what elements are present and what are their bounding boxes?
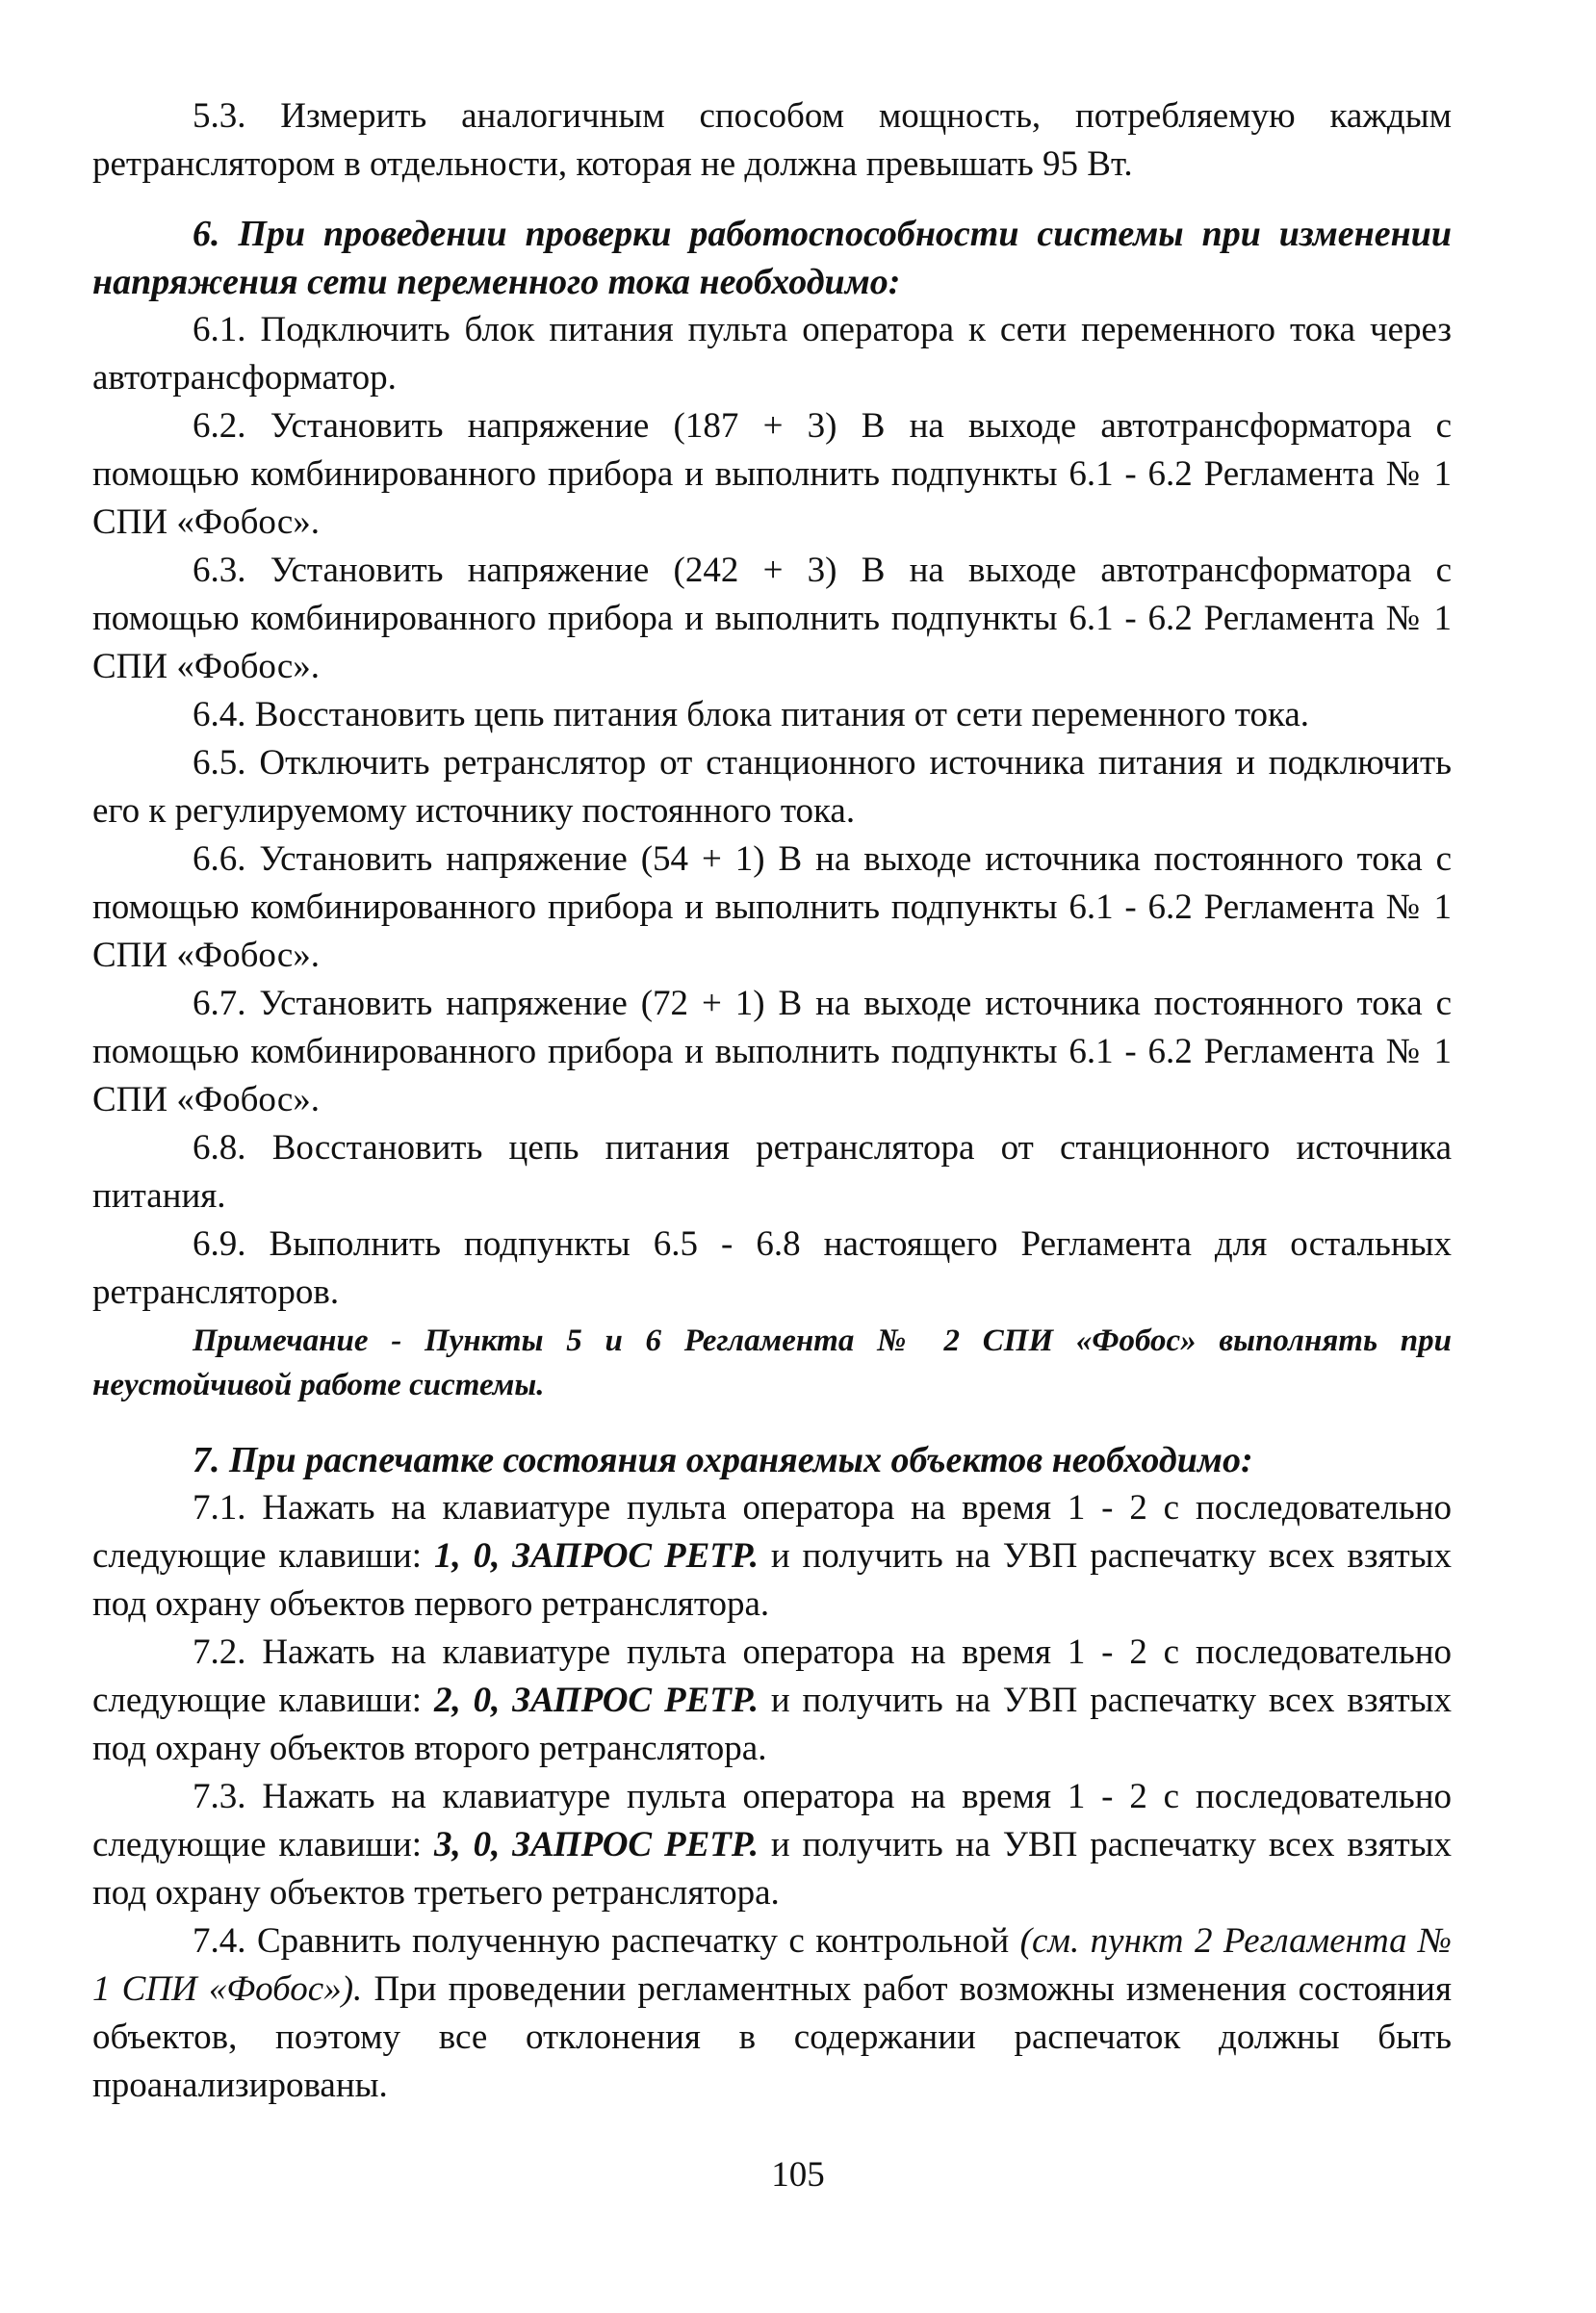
paragraph-7-3-tail: и получить на УВП распечатку всех взятых под охрану объектов третьего ретранслятора. [92,1825,1453,1913]
paragraph-7-3-keys: 3, 0, ЗАПРОС РЕТР. [433,1825,759,1864]
paragraph-6-9: 6.9. Выполнить подпункты 6.5 - 6.8 настоящего Регламента для остальных ретрансляторов. [92,1224,1452,1312]
paragraph-6-6: 6.6. Установить напряжение (54 + 1) В на выходе источника постоянного тока с помощью комбинированного прибора и выполнить подпункты 6.1 - 6.2 Регламента № 1 СПИ «Фобос». [92,839,1452,975]
section-6-heading: 6. При проведении проверки работоспособности системы при изменении напряжения сети переменного тока необходимо: [92,214,1452,302]
paragraph-6-7: 6.7. Установить напряжение (72 + 1) В на выходе источника постоянного тока с помощью комбинированного прибора и выполнить подпункты 6.1 - 6.2 Регламента № 1 СПИ «Фобос». [92,984,1452,1119]
paragraph-7-1-keys: 1, 0, ЗАПРОС РЕТР. [433,1536,759,1576]
section-7-heading: 7. При распечатке состояния охраняемых объектов необходимо: [193,1440,1253,1480]
paragraph-6-1: 6.1. Подключить блок питания пульта оператора к сети переменного тока через автотрансформатор. [92,310,1452,398]
paragraph-6-8: 6.8. Восстановить цепь питания ретранслятора от станционного источника питания. [92,1128,1452,1216]
paragraph-7-4-tail: При проведении регламентных работ возможны изменения состояния объектов, поэтому все отклонения в содержании распечаток должны быть проанализированы. [92,1969,1452,2105]
paragraph-7-4-reference: (см. пункт 2 Регламента № 1 СПИ «Фобос»). [92,1921,1452,2009]
note: Примечание - Пункты 5 и 6 Регламента № 2 СПИ «Фобос» выполнять при неустойчивой работе системы. [92,1324,1452,1402]
paragraph-7-1-tail: и получить на УВП распечатку всех взятых под охрану объектов первого ретранслятора. [92,1536,1453,1624]
paragraph-7-2 [92,1629,1452,1773]
paragraph-7-2-text: 7.2. Нажать на клавиатуре пульта оператора на время 1 - 2 с последовательно следующие клавиши: [92,1632,1452,1720]
paragraph-6-2: 6.2. Установить напряжение (187 + 3) В на выходе автотрансформатора с помощью комбинированного прибора и выполнить подпункты 6.1 - 6.2 Регламента № 1 СПИ «Фобос». [92,406,1452,542]
paragraph-6-5: 6.5. Отключить ретранслятор от станционного источника питания и подключить его к регулируемому источнику постоянного тока. [92,743,1452,831]
paragraph-7-4 [92,1917,1452,2110]
paragraph-6-3: 6.3. Установить напряжение (242 + 3) В на выходе автотрансформатора с помощью комбинированного прибора и выполнить подпункты 6.1 - 6.2 Регламента № 1 СПИ «Фобос». [92,551,1452,686]
paragraph-7-3-text: 7.3. Нажать на клавиатуре пульта оператора на время 1 - 2 с последовательно следующие клавиши: [92,1777,1452,1864]
paragraph-7-1 [92,1484,1452,1629]
paragraph-7-4-text: 7.4. Сравнить полученную распечатку с контрольной [193,1921,1020,1961]
paragraph-7-1-text: 7.1. Нажать на клавиатуре пульта оператора на время 1 - 2 с последовательно следующие клавиши: [92,1488,1452,1576]
paragraph-7-2-keys: 2, 0, ЗАПРОС РЕТР. [433,1681,759,1720]
paragraph-5-3: 5.3. Измерить аналогичным способом мощность, потребляемую каждым ретранслятором в отдельности, которая не должна превышать 95 Вт. [92,96,1452,184]
page-number: 105 [771,2155,825,2195]
paragraph-7-2-tail: и получить на УВП распечатку всех взятых под охрану объектов второго ретранслятора. [92,1681,1453,1768]
paragraph-6-4: 6.4. Восстановить цепь питания блока питания от сети переменного тока. [193,695,1310,734]
paragraph-7-3 [92,1773,1452,1917]
